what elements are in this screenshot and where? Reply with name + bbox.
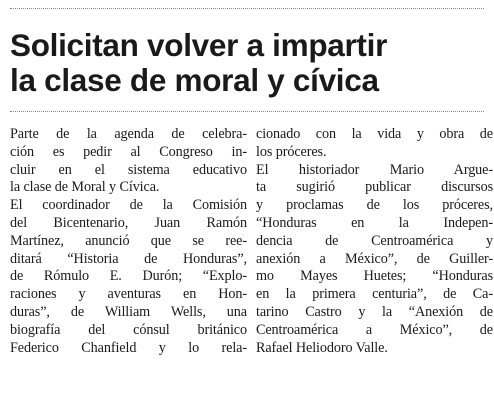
text-line: cluir en el sistema educativo (10, 161, 247, 178)
text-line: Parte de la agenda de celebra- (10, 126, 247, 142)
text-line: dencia de Centroamérica y (256, 232, 493, 249)
headline (10, 28, 485, 98)
text-line: los próceres. (256, 143, 327, 160)
text-line: raciones y aventuras en Hon- (10, 286, 247, 303)
headline-line: la clase de moral y cívica (10, 62, 379, 98)
article-column-left (10, 126, 247, 357)
text-line: ditará “Historia de Honduras”, (10, 250, 247, 267)
text-line: “Honduras en la Indepen- (256, 214, 493, 231)
text-line: Martínez, anunció que se ree- (10, 232, 247, 249)
text-line: El coordinador de la Comisión (10, 197, 247, 214)
text-line: de Rómulo E. Durón; “Explo- (10, 268, 247, 285)
article-column-right (256, 126, 493, 357)
text-line: mo Mayes Huetes; “Honduras (256, 268, 493, 285)
headline-line: Solicitan volver a impartir (10, 27, 388, 63)
text-line: El historiador Mario Argue- (256, 161, 493, 178)
text-line: ción es pedir al Congreso in- (10, 143, 247, 160)
text-line: duras”, de William Wells, una (10, 303, 247, 320)
headline-divider (10, 111, 484, 112)
text-line: del Bicentenario, Juan Ramón (10, 214, 247, 231)
text-line: y proclamas de los próceres, (256, 197, 493, 214)
text-line: biografía del cónsul británico (10, 321, 247, 338)
text-line: la clase de Moral y Cívica. (10, 179, 160, 196)
text-line: Centroamérica a México”, de (256, 321, 493, 338)
text-line: Rafael Heliodoro Valle. (256, 339, 388, 356)
text-line: Federico Chanfield y lo rela- (10, 339, 247, 356)
text-line: ta sugirió publicar discursos (256, 179, 493, 196)
text-line: en la primera centuria”, de Ca- (256, 286, 493, 303)
text-line: anexión a México”, de Guiller- (256, 250, 493, 267)
text-line: cionado con la vida y obra de (256, 126, 493, 142)
text-line: tarino Castro y la “Anexión de (256, 303, 493, 320)
top-divider (10, 8, 484, 9)
